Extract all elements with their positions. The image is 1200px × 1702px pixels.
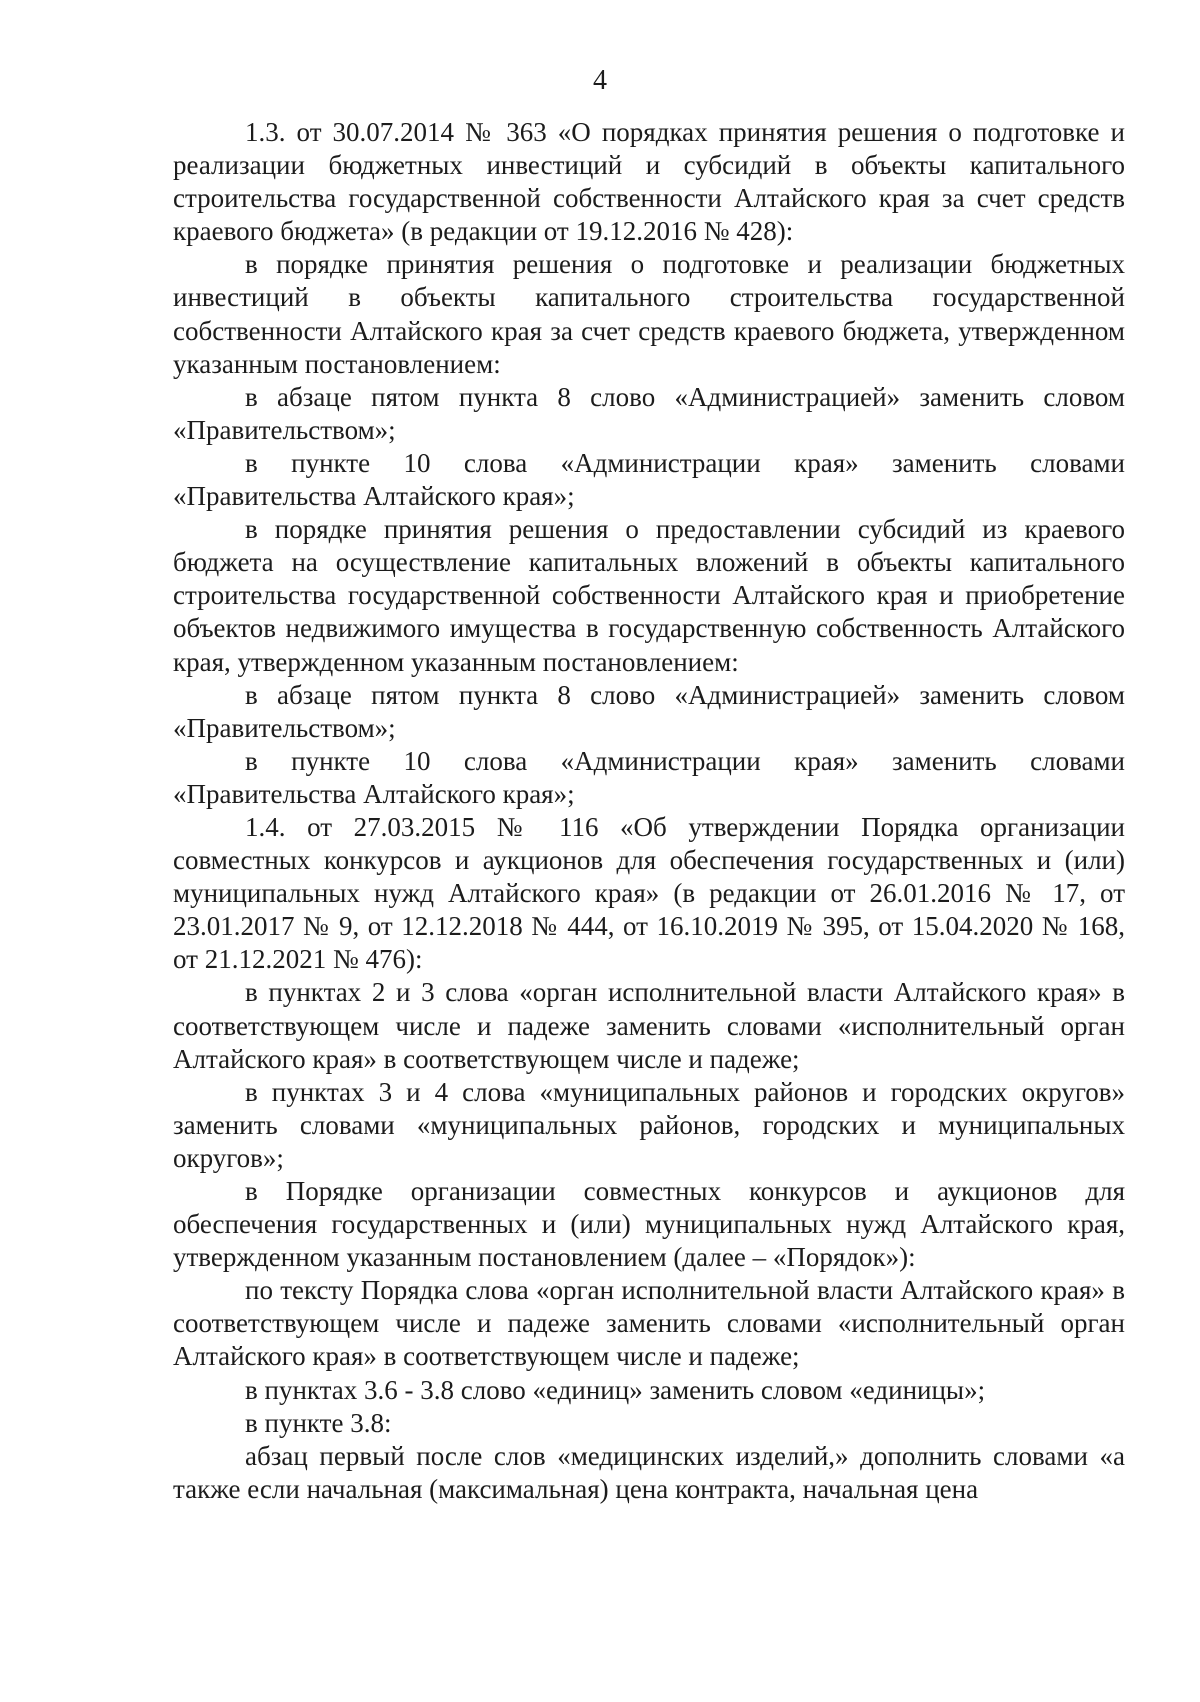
paragraph-budget-investments-order: в порядке принятия решения о подготовке и реализации бюджетных инвестиций в объекты капитального строительства государственной собственности Алтайского края за счет средств краевого бюджета, утвержденном указанным постановлением: xyxy=(173,249,1125,379)
paragraph-joint-tenders-order: в Порядке организации совместных конкурсов и аукционов для обеспечения государственных и (или) муниципальных нужд Алтайского края, утвержденном указанным постановлением (далее – «Порядок»): xyxy=(173,1176,1125,1273)
paragraph-1-3-header: 1.3. от 30.07.2014 № 363 «О порядках принятия решения о подготовке и реализации бюджетных инвестиций и субсидий в объекты капитального строительства государственной собственности Алтайского края за счет средств краевого бюджета» (в редакции от 19.12.2016 № 428): xyxy=(173,117,1125,247)
paragraph-item-8-abzac-5-second: в абзаце пятом пункта 8 слово «Администрацией» заменить словом «Правительством»; xyxy=(173,679,1125,743)
paragraph-items-2-3: в пунктах 2 и 3 слова «орган исполнительной власти Алтайского края» в соответствующем числе и падеже заменить словами «исполнительный орган Алтайского края» в соответствующем числе и падеже; xyxy=(173,977,1125,1074)
document-body xyxy=(173,116,1125,1506)
paragraph-first-abzac-addition: абзац первый после слов «медицинских изделий,» дополнить словами «а также если начальная (максимальная) цена контракта, начальная цена xyxy=(173,1440,1125,1504)
paragraph-items-3-4: в пунктах 3 и 4 слова «муниципальных районов и городских округов» заменить словами «муниципальных районов, городских и муниципальных округов»; xyxy=(173,1076,1125,1173)
paragraph-items-3-6-3-8: в пунктах 3.6 - 3.8 слово «единиц» заменить словом «единицы»; xyxy=(245,1374,986,1405)
paragraph-item-10-second: в пункте 10 слова «Администрации края» заменить словами «Правительства Алтайского края»; xyxy=(173,745,1125,809)
paragraph-1-4-header: 1.4. от 27.03.2015 № 116 «Об утверждении Порядка организации совместных конкурсов и аукционов для обеспечения государственных и (или) муниципальных нужд Алтайского края» (в редакции от 26.01.2016 № 17, от 23.01.2017 № 9, от 12.12.2018 № 444, от 16.10.2019 № 395, от 15.04.2020 № 168, от 21.12.2021 № 476): xyxy=(173,811,1125,975)
paragraph-item-8-abzac-5: в абзаце пятом пункта 8 слово «Администрацией» заменить словом «Правительством»; xyxy=(173,381,1125,445)
paragraph-order-text-replacement: по тексту Порядка слова «орган исполнительной власти Алтайского края» в соответствующем числе и падеже заменить словами «исполнительный орган Алтайского края» в соответствующем числе и падеже; xyxy=(173,1275,1125,1372)
paragraph-subsidies-order: в порядке принятия решения о предоставлении субсидий из краевого бюджета на осуществление капитальных вложений в объекты капитального строительства государственной собственности Алтайского края и приобретение объектов недвижимого имущества в государственную собственность Алтайского края, утвержденном указанным постановлением: xyxy=(173,514,1125,677)
page-number: 4 xyxy=(593,65,607,96)
paragraph-item-10: в пункте 10 слова «Администрации края» заменить словами «Правительства Алтайского края»; xyxy=(173,447,1125,512)
paragraph-item-3-8: в пункте 3.8: xyxy=(245,1407,392,1438)
